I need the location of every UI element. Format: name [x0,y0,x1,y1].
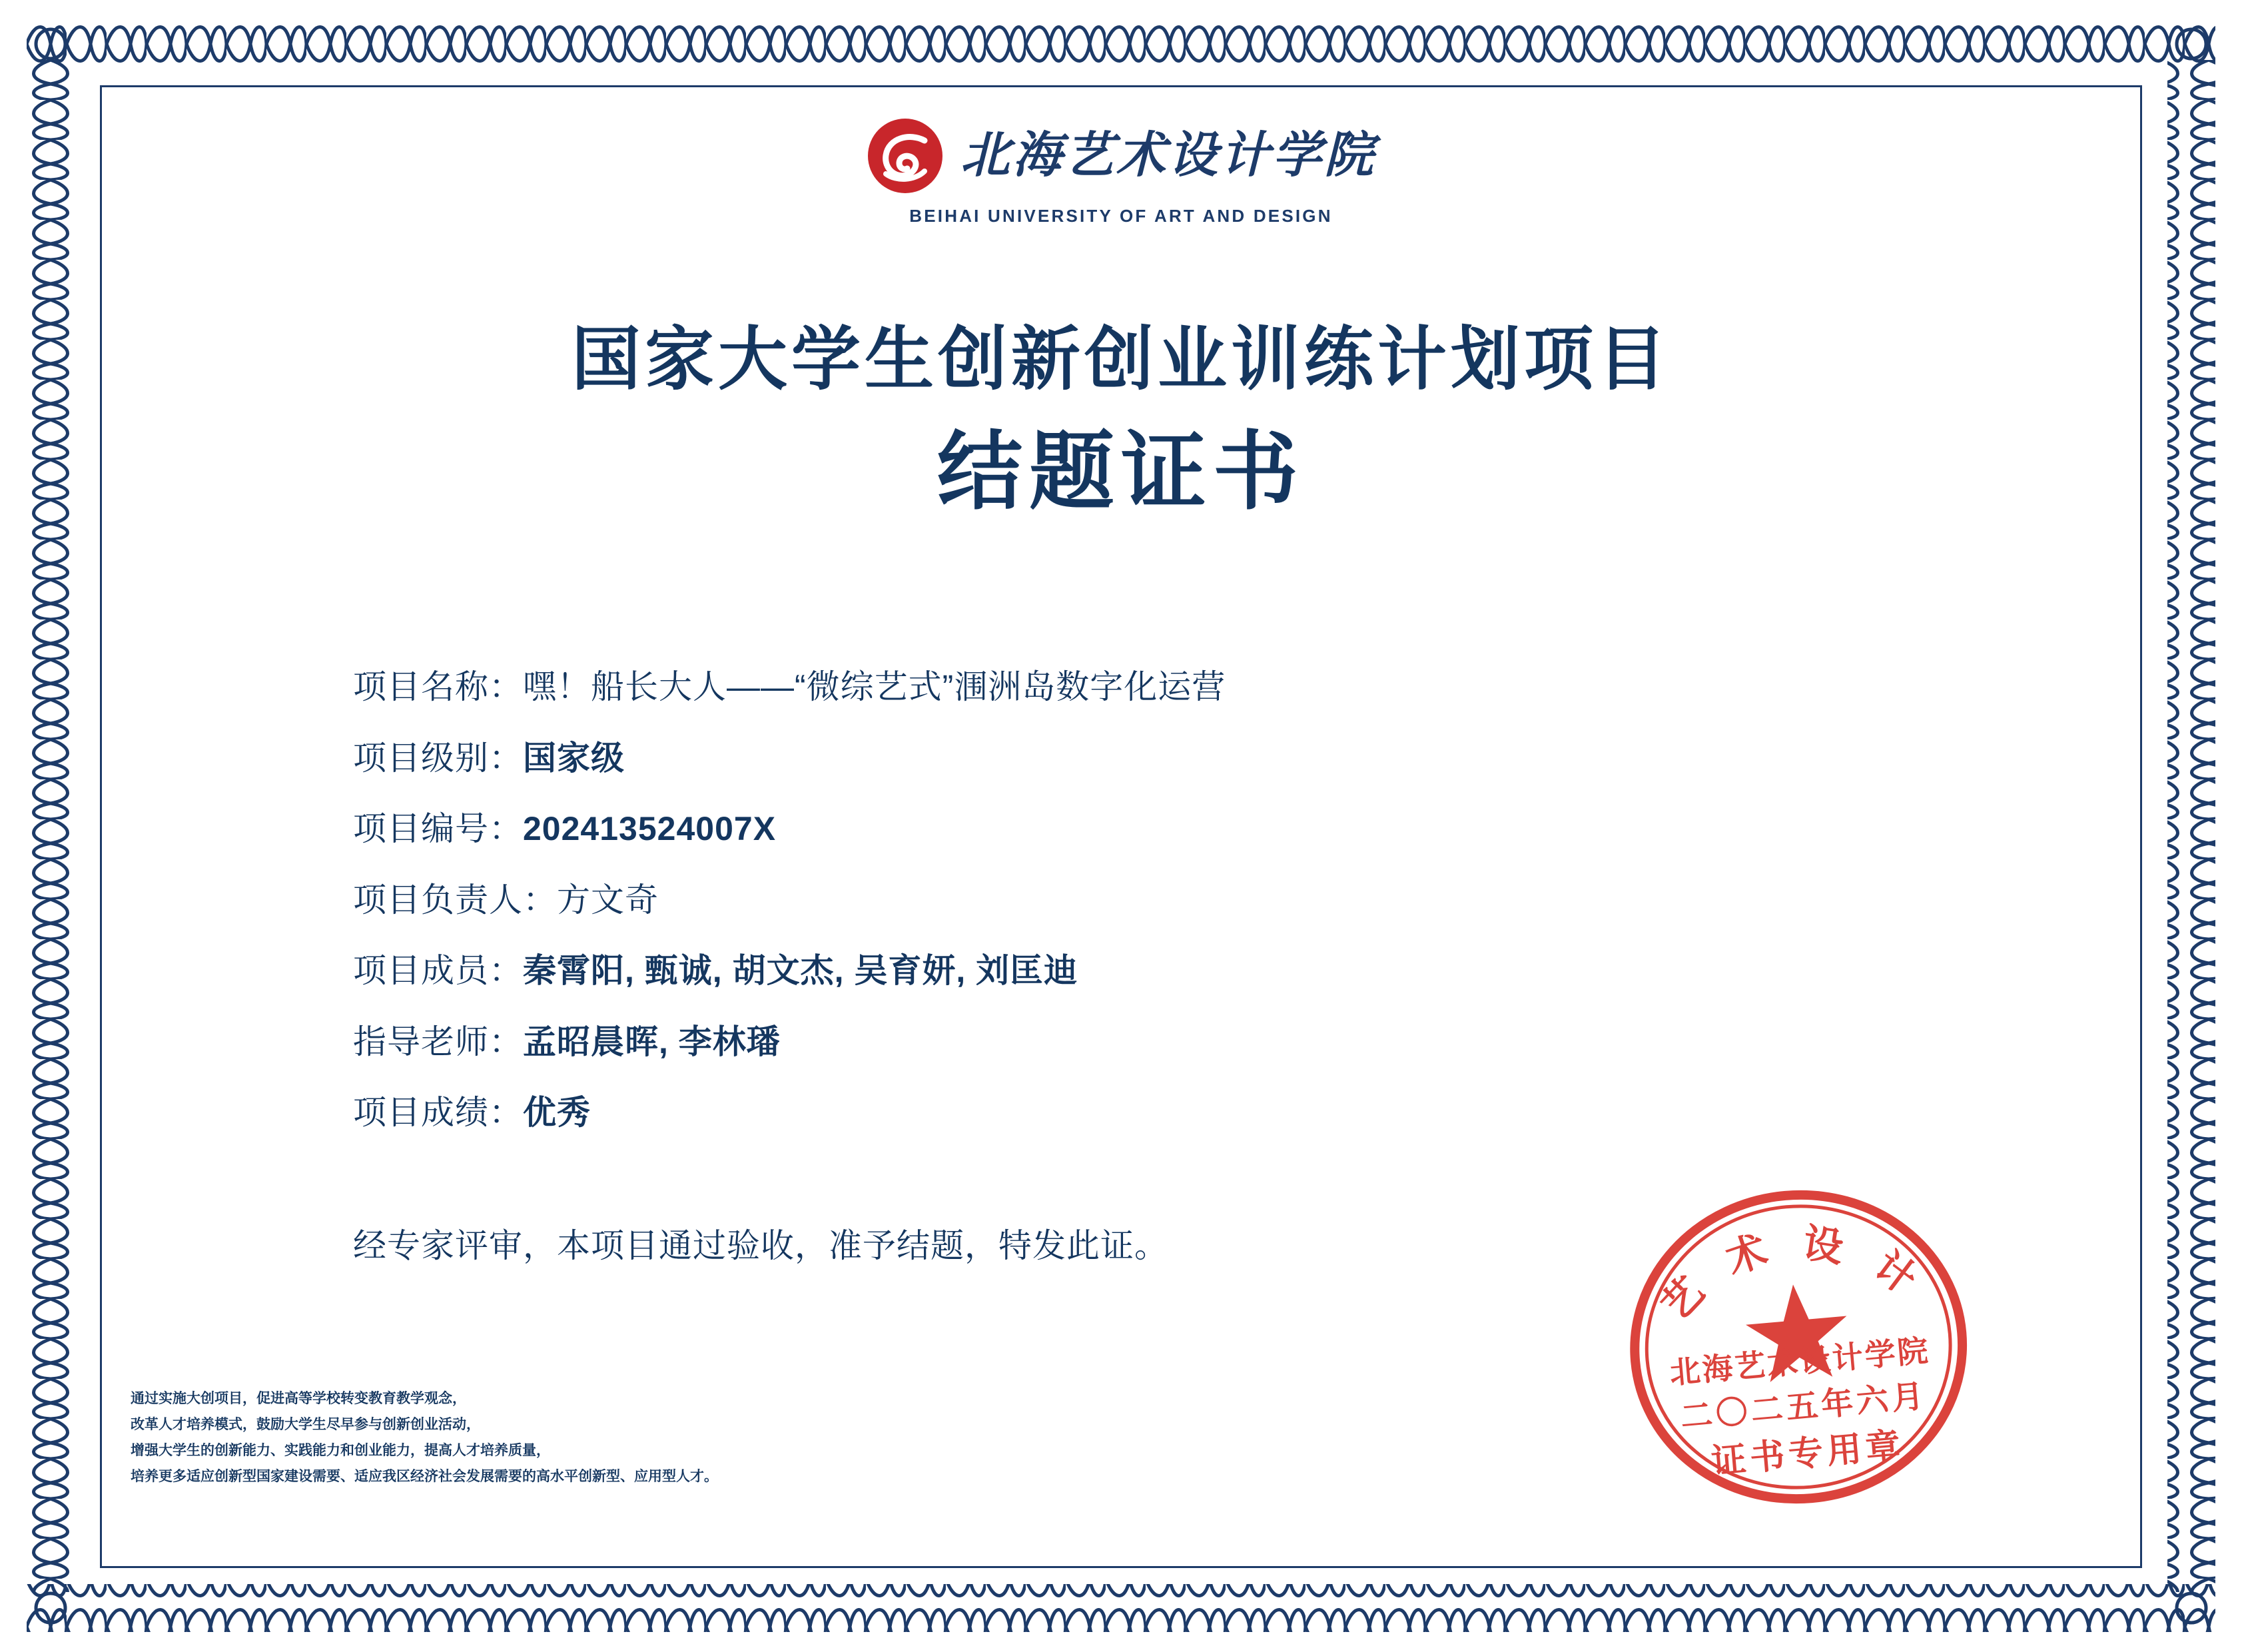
footnote-line: 通过实施大创项目，促进高等学校转变教育教学观念， [131,1390,466,1406]
field-value: 嘿！船长大人——“微综艺式”涠洲岛数字化运营 [523,668,1226,705]
field-label: 项目成员： [353,952,523,989]
field-value: 孟昭晨晖, 李林璠 [523,1023,781,1060]
field-label: 项目成绩： [353,1094,523,1131]
footnote-block [131,1386,1196,1489]
field-project-number [353,808,1918,850]
footnote-line: 改革人才培养模式，鼓励大学生尽早参与创新创业活动， [131,1416,480,1432]
certificate-statement: 经专家评审，本项目通过验收，准予结题，特发此证。 [353,1227,1168,1264]
field-project-grade [353,1092,1918,1134]
field-project-advisors [353,1021,1918,1063]
footnote-line: 增强大学生的创新能力、实践能力和创业能力，提高人才培养质量， [131,1442,550,1458]
seal-bottom-text: 证书专用章 [1710,1426,1906,1481]
seal-date-text: 二〇二五年六月 [1679,1378,1929,1436]
field-project-name [353,666,1918,708]
seal-arc-text: 艺 术 设 计 [1653,1221,1933,1328]
field-label: 项目级别： [353,739,523,777]
footnote-line: 培养更多适应创新型国家建设需要、适应我区经济社会发展需要的高水平创新型、应用型人才。 [131,1467,718,1484]
seal-center-text: 北海艺术设计学院 [1668,1333,1932,1390]
certificate-fields [353,666,1918,1163]
field-label: 指导老师： [353,1023,523,1060]
institution-name-cn: 北海艺术设计学院 [960,129,1376,183]
institution-name-en: BEIHAI UNIVERSITY OF ART AND DESIGN [909,206,1333,226]
institution-logo-block [0,117,2242,226]
swirl-wave-logo-icon [866,117,944,195]
certificate-title-line1: 国家大学生创新创业训练计划项目 [571,322,1671,398]
field-value: 秦霄阳, 甄诚, 胡文杰, 吴育妍, 刘匡迪 [523,952,1078,989]
field-value: 国家级 [523,739,625,777]
red-official-seal-icon [1578,1155,2020,1536]
field-label: 项目名称： [353,668,523,705]
field-project-level [353,737,1918,779]
certificate-title-line2: 结题证书 [936,425,1305,520]
field-project-members [353,950,1918,992]
field-label: 项目编号： [353,810,523,847]
field-value: 方文奇 [557,881,659,919]
field-label: 项目负责人： [353,881,557,919]
field-project-leader [353,879,1918,921]
field-value: 202413524007X [523,810,777,847]
field-value: 优秀 [523,1094,591,1131]
